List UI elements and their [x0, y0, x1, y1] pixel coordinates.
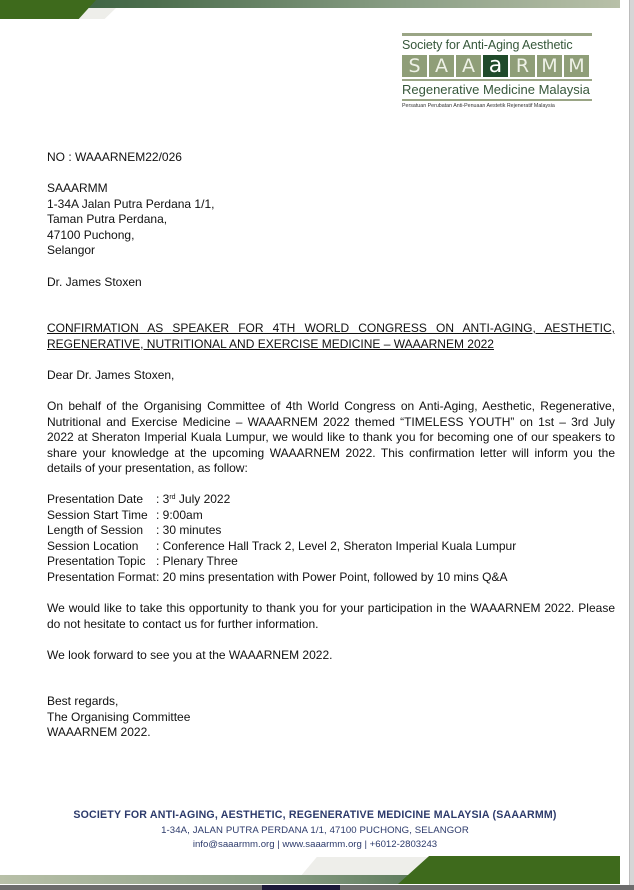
detail-row	[47, 570, 615, 586]
logo-line3: Persatuan Perubatan Anti-Penuaan Aestetik Rejeneratif Malaysia	[402, 102, 555, 109]
detail-value: : 9:00am	[156, 507, 203, 522]
logo-tile: R	[510, 55, 535, 77]
address-line: 47100 Puchong,	[47, 227, 135, 242]
thanks-paragraph: We would like to take this opportunity to thank you for your participation in the WAAARNEM 2022. Please do not hesitate to contact us for further information.	[47, 601, 615, 631]
reference-number: NO : WAAARNEM22/026	[47, 150, 182, 164]
detail-row	[47, 492, 615, 508]
detail-value: : 20 mins presentation with Power Point, followed by 10 mins Q&A	[156, 569, 508, 584]
logo-tiles	[402, 55, 592, 77]
address-line: Selangor	[47, 243, 96, 258]
detail-label: Session Start Time	[47, 507, 148, 522]
subject-line-1: CONFIRMATION AS SPEAKER FOR 4TH WORLD CONGRESS ON ANTI-AGING, AESTHETIC,	[47, 321, 615, 335]
letter-footer	[0, 809, 630, 850]
footer-address: 1-34A, JALAN PUTRA PERDANA 1/1, 47100 PUCHONG, SELANGOR	[161, 825, 469, 836]
intro-paragraph: On behalf of the Organising Committee of 4th World Congress on Anti-Aging, Aesthetic, Regenerative, Nutritional and Exercise Medicine – WAAARNEM 2022 themed “TIMELESS YOUTH” on 1st – 3rd July 2022 at Sheraton Imperial Kuala Lumpur, we would like to thank you for becoming one of our speakers to share your knowledge at the upcoming WAAARNEM 2022. This confirmation letter will inform you the details of your presentation, as follow:	[47, 399, 615, 476]
closing-line: We look forward to see you at the WAAARNEM 2022.	[47, 648, 333, 662]
presentation-details	[47, 492, 615, 586]
detail-label: Presentation Topic	[47, 554, 146, 569]
detail-label: Session Location	[47, 538, 139, 553]
logo-tile-highlight: a	[483, 55, 508, 77]
logo-tile: A	[456, 55, 481, 77]
logo-line2: Regenerative Medicine Malaysia	[402, 82, 590, 97]
detail-value: : 3rd July 2022	[156, 492, 231, 506]
logo-rule	[402, 79, 592, 81]
toolbar-segment	[262, 885, 340, 890]
signoff-line: WAAARNEM 2022.	[47, 725, 151, 740]
subject-line-2: REGENERATIVE, NUTRITIONAL AND EXERCISE MEDICINE – WAAARNEM 2022	[47, 336, 494, 351]
logo-rule	[402, 33, 592, 36]
page-edge	[629, 0, 634, 890]
salutation: Dear Dr. James Stoxen,	[47, 368, 175, 382]
logo-line1: Society for Anti-Aging Aesthetic	[402, 38, 573, 52]
detail-label: Length of Session	[47, 523, 144, 538]
detail-row	[47, 508, 615, 524]
detail-row	[47, 523, 615, 539]
signoff-line: Best regards,	[47, 694, 119, 708]
viewer-toolbar-edge	[0, 885, 634, 890]
footer-accent-green	[398, 856, 620, 884]
logo-rule	[402, 99, 592, 101]
detail-value: : 30 minutes	[156, 523, 222, 538]
detail-value: : Conference Hall Track 2, Level 2, Sheraton Imperial Kuala Lumpur	[156, 538, 517, 553]
detail-row	[47, 539, 615, 555]
detail-label: Presentation Format	[47, 569, 156, 584]
recipient-name: Dr. James Stoxen	[47, 275, 142, 289]
subject-line	[47, 321, 615, 352]
signoff	[47, 694, 615, 741]
signoff-line: The Organising Committee	[47, 709, 191, 724]
logo-tile: M	[537, 55, 562, 77]
logo-tile: M	[564, 55, 589, 77]
address-line: Taman Putra Perdana,	[47, 212, 168, 227]
detail-value: : Plenary Three	[156, 554, 238, 569]
footer-org-name: SOCIETY FOR ANTI-AGING, AESTHETIC, REGENERATIVE MEDICINE MALAYSIA (SAAARMM)	[73, 809, 557, 821]
sender-address	[47, 181, 615, 259]
sender-name: SAAARMM	[47, 181, 108, 195]
footer-contact: info@saaarmm.org | www.saaarmm.org | +6012-2803243	[192, 839, 438, 850]
address-line: 1-34A Jalan Putra Perdana 1/1,	[47, 196, 215, 211]
detail-label: Presentation Date	[47, 492, 144, 506]
logo-tile: A	[429, 55, 454, 77]
logo-tile: S	[402, 55, 427, 77]
detail-row	[47, 554, 615, 570]
saaarmm-logo	[402, 33, 592, 109]
